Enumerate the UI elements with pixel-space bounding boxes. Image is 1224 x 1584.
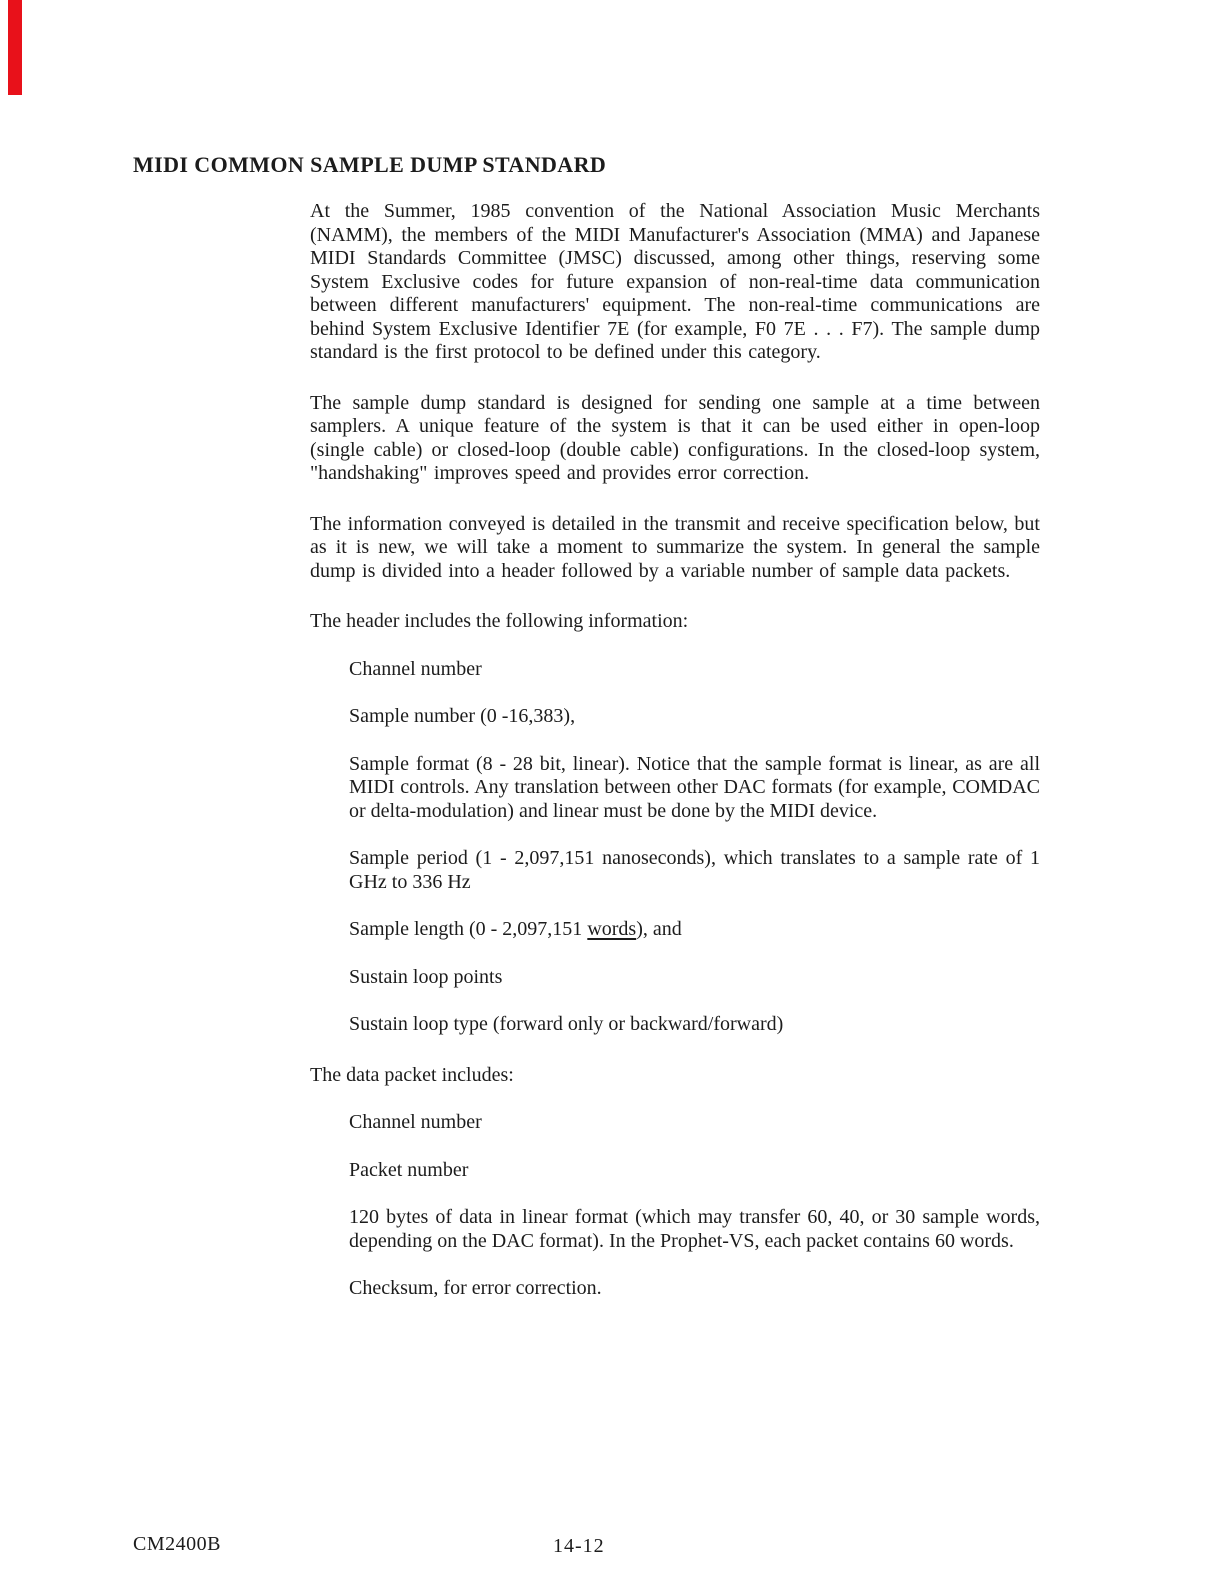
- intro-paragraph-3: The information conveyed is detailed in the transmit and receive specification below, but as it is new, we will take a moment to summarize the system. In general the sample dump is divided into a header followed by a variable number of sample data packets.: [310, 512, 1040, 582]
- sample-length-pre: Sample length (0 - 2,097,151: [349, 918, 588, 940]
- intro-paragraph-1: At the Summer, 1985 convention of the National Association Music Merchants (NAMM), the members of the MIDI Manufacturer's Association (MMA) and Japanese MIDI Standards Committee (JMSC) discussed, among other things, reserving some System Exclusive codes for future expansion of non-real-time data communication between different manufacturers' equipment. The non-real-time communications are behind System Exclusive Identifier 7E (for example, F0 7E . . . F7). The sample dump standard is the first protocol to be defined under this category.: [310, 200, 1040, 363]
- list-item-sample-period: Sample period (1 - 2,097,151 nanoseconds), which translates to a sample rate of 1 GHz to 336 Hz: [349, 847, 1040, 893]
- list-item-sample-length: [349, 918, 1040, 942]
- footer-document-code: CM2400B: [133, 1533, 221, 1555]
- footer-page-number: 14-12: [553, 1535, 605, 1557]
- list-item-sustain-loop-type: Sustain loop type (forward only or backward/forward): [349, 1013, 784, 1035]
- list-item-checksum: Checksum, for error correction.: [349, 1277, 602, 1299]
- header-info-list: [349, 658, 1040, 1037]
- packet-list-intro: The data packet includes:: [310, 1063, 514, 1086]
- red-margin-mark: [8, 0, 22, 95]
- list-item-sustain-loop-points: Sustain loop points: [349, 965, 503, 988]
- list-item-packet-data-bytes: 120 bytes of data in linear format (which may transfer 60, 40, or 30 sample words, depending on the DAC format). In the Prophet-VS, each packet contains 60 words.: [349, 1206, 1040, 1252]
- list-item-packet-number: Packet number: [349, 1158, 469, 1181]
- packet-info-list: [349, 1111, 1040, 1301]
- list-item-packet-channel-number: Channel number: [349, 1111, 482, 1133]
- document-body: [310, 200, 1040, 1301]
- intro-paragraph-2: The sample dump standard is designed for sending one sample at a time between samplers. A unique feature of the system is that it can be used either in open-loop (single cable) or closed-loop (double cable) configurations. In the closed-loop system, "handshaking" improves speed and provides error correction.: [310, 391, 1040, 484]
- sample-length-post: ), and: [636, 918, 682, 940]
- list-item-sample-format: Sample format (8 - 28 bit, linear). Notice that the sample format is linear, as are all MIDI controls. Any translation between other DAC formats (for example, COMDAC or delta-modulation) and linear must be done by the MIDI device.: [349, 752, 1040, 822]
- list-item-sample-number: Sample number (0 -16,383),: [349, 705, 576, 727]
- header-list-intro: The header includes the following information:: [310, 610, 689, 632]
- sample-length-underlined-word: words: [587, 918, 637, 940]
- page-title: MIDI COMMON SAMPLE DUMP STANDARD: [133, 152, 607, 177]
- list-item-channel-number: Channel number: [349, 657, 482, 680]
